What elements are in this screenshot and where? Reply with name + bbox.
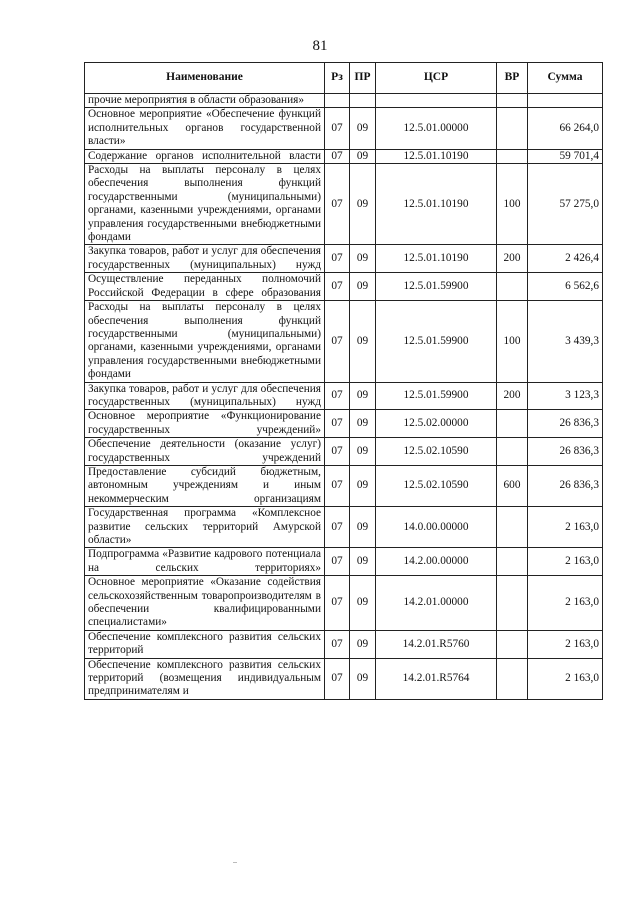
cell-name: Основное мероприятие «Обеспечение функций исполнительных органов государственной власти» bbox=[85, 108, 325, 149]
cell-rz: 07 bbox=[325, 465, 350, 506]
cell-csr: 12.5.02.00000 bbox=[376, 410, 497, 438]
cell-rz: 07 bbox=[325, 548, 350, 576]
cell-name: Обеспечение комплексного развития сельских территорий bbox=[85, 630, 325, 658]
table-row bbox=[85, 301, 603, 382]
cell-rz: 07 bbox=[325, 630, 350, 658]
cell-name: Осуществление переданных полномочий Российской Федерации в сфере образования bbox=[85, 273, 325, 301]
cell-rz: 07 bbox=[325, 245, 350, 273]
cell-sum: 2 163,0 bbox=[528, 630, 603, 658]
cell-sum: 2 163,0 bbox=[528, 576, 603, 631]
cell-vr bbox=[497, 410, 528, 438]
cell-pr: 09 bbox=[350, 149, 376, 163]
cell-rz bbox=[325, 94, 350, 108]
cell-name: Расходы на выплаты персоналу в целях обеспечения выполнения функций государственными (муниципальными) органами, казенными учреждениями, органами управления государственными внебюджетными фондами bbox=[85, 301, 325, 382]
cell-rz: 07 bbox=[325, 301, 350, 382]
table-row bbox=[85, 630, 603, 658]
cell-rz: 07 bbox=[325, 382, 350, 410]
cell-name: Содержание органов исполнительной власти bbox=[85, 149, 325, 163]
table-row bbox=[85, 149, 603, 163]
header-sum: Сумма bbox=[528, 63, 603, 94]
cell-vr bbox=[497, 630, 528, 658]
cell-csr: 14.2.01.R5764 bbox=[376, 658, 497, 699]
cell-pr: 09 bbox=[350, 658, 376, 699]
cell-vr bbox=[497, 273, 528, 301]
page-number: 81 bbox=[312, 38, 328, 54]
table-row bbox=[85, 410, 603, 438]
cell-name: Закупка товаров, работ и услуг для обеспечения государственных (муниципальных) нужд bbox=[85, 382, 325, 410]
table-row bbox=[85, 658, 603, 699]
cell-sum: 26 836,3 bbox=[528, 465, 603, 506]
cell-pr: 09 bbox=[350, 410, 376, 438]
cell-sum: 26 836,3 bbox=[528, 410, 603, 438]
cell-sum: 57 275,0 bbox=[528, 164, 603, 245]
cell-sum: 3 439,3 bbox=[528, 301, 603, 382]
table-body bbox=[85, 94, 603, 700]
header-vr: ВР bbox=[497, 63, 528, 94]
cell-vr bbox=[497, 548, 528, 576]
cell-sum: 59 701,4 bbox=[528, 149, 603, 163]
cell-pr: 09 bbox=[350, 382, 376, 410]
table-row bbox=[85, 465, 603, 506]
cell-csr: 12.5.01.00000 bbox=[376, 108, 497, 149]
cell-csr bbox=[376, 94, 497, 108]
cell-vr: 200 bbox=[497, 382, 528, 410]
budget-table bbox=[84, 62, 603, 700]
cell-csr: 12.5.01.10190 bbox=[376, 245, 497, 273]
cell-csr: 12.5.01.10190 bbox=[376, 149, 497, 163]
cell-rz: 07 bbox=[325, 273, 350, 301]
cell-sum bbox=[528, 94, 603, 108]
cell-pr: 09 bbox=[350, 465, 376, 506]
table-row bbox=[85, 245, 603, 273]
cell-pr: 09 bbox=[350, 164, 376, 245]
cell-vr: 100 bbox=[497, 301, 528, 382]
cell-pr: 09 bbox=[350, 548, 376, 576]
cell-vr bbox=[497, 149, 528, 163]
cell-rz: 07 bbox=[325, 410, 350, 438]
cell-sum: 26 836,3 bbox=[528, 438, 603, 466]
cell-vr bbox=[497, 507, 528, 548]
cell-rz: 07 bbox=[325, 149, 350, 163]
cell-sum: 66 264,0 bbox=[528, 108, 603, 149]
table-row bbox=[85, 273, 603, 301]
footer-mark bbox=[233, 862, 237, 863]
table-row bbox=[85, 94, 603, 108]
cell-csr: 12.5.01.59900 bbox=[376, 301, 497, 382]
cell-sum: 2 163,0 bbox=[528, 548, 603, 576]
header-rz: Рз bbox=[325, 63, 350, 94]
cell-rz: 07 bbox=[325, 576, 350, 631]
cell-rz: 07 bbox=[325, 507, 350, 548]
cell-vr: 200 bbox=[497, 245, 528, 273]
cell-csr: 12.5.01.10190 bbox=[376, 164, 497, 245]
cell-pr bbox=[350, 94, 376, 108]
cell-rz: 07 bbox=[325, 164, 350, 245]
cell-sum: 2 426,4 bbox=[528, 245, 603, 273]
cell-name: прочие мероприятия в области образования» bbox=[85, 94, 325, 108]
cell-sum: 2 163,0 bbox=[528, 658, 603, 699]
cell-csr: 12.5.02.10590 bbox=[376, 438, 497, 466]
table-row bbox=[85, 548, 603, 576]
cell-name: Закупка товаров, работ и услуг для обеспечения государственных (муниципальных) нужд bbox=[85, 245, 325, 273]
cell-csr: 14.2.01.00000 bbox=[376, 576, 497, 631]
cell-name: Подпрограмма «Развитие кадрового потенциала на сельских территориях» bbox=[85, 548, 325, 576]
cell-csr: 12.5.01.59900 bbox=[376, 273, 497, 301]
cell-name: Государственная программа «Комплексное развитие сельских территорий Амурской области» bbox=[85, 507, 325, 548]
cell-csr: 12.5.01.59900 bbox=[376, 382, 497, 410]
cell-pr: 09 bbox=[350, 301, 376, 382]
cell-pr: 09 bbox=[350, 108, 376, 149]
table-row bbox=[85, 164, 603, 245]
cell-pr: 09 bbox=[350, 630, 376, 658]
cell-name: Основное мероприятие «Функционирование государственных учреждений» bbox=[85, 410, 325, 438]
cell-name: Предоставление субсидий бюджетным, автономным учреждениям и иным некоммерческим организациям bbox=[85, 465, 325, 506]
cell-sum: 3 123,3 bbox=[528, 382, 603, 410]
cell-name: Обеспечение комплексного развития сельских территорий (возмещения индивидуальным предпринимателям и bbox=[85, 658, 325, 699]
table-row bbox=[85, 108, 603, 149]
table-row bbox=[85, 507, 603, 548]
cell-rz: 07 bbox=[325, 438, 350, 466]
cell-pr: 09 bbox=[350, 438, 376, 466]
header-csr: ЦСР bbox=[376, 63, 497, 94]
cell-name: Обеспечение деятельности (оказание услуг) государственных учреждений bbox=[85, 438, 325, 466]
table-row bbox=[85, 438, 603, 466]
cell-csr: 12.5.02.10590 bbox=[376, 465, 497, 506]
header-name: Наименование bbox=[85, 63, 325, 94]
cell-vr: 100 bbox=[497, 164, 528, 245]
cell-pr: 09 bbox=[350, 245, 376, 273]
table-row bbox=[85, 576, 603, 631]
cell-vr bbox=[497, 94, 528, 108]
cell-vr bbox=[497, 438, 528, 466]
cell-vr bbox=[497, 108, 528, 149]
cell-pr: 09 bbox=[350, 576, 376, 631]
cell-name: Расходы на выплаты персоналу в целях обеспечения выполнения функций государственными (муниципальными) органами, казенными учреждениями, органами управления государственными внебюджетными фондами bbox=[85, 164, 325, 245]
cell-rz: 07 bbox=[325, 108, 350, 149]
header-pr: ПР bbox=[350, 63, 376, 94]
table-header-row bbox=[85, 63, 603, 94]
cell-csr: 14.2.01.R5760 bbox=[376, 630, 497, 658]
cell-pr: 09 bbox=[350, 273, 376, 301]
cell-csr: 14.2.00.00000 bbox=[376, 548, 497, 576]
cell-vr bbox=[497, 658, 528, 699]
cell-rz: 07 bbox=[325, 658, 350, 699]
table-row bbox=[85, 382, 603, 410]
cell-vr: 600 bbox=[497, 465, 528, 506]
cell-sum: 6 562,6 bbox=[528, 273, 603, 301]
cell-csr: 14.0.00.00000 bbox=[376, 507, 497, 548]
cell-vr bbox=[497, 576, 528, 631]
cell-name: Основное мероприятие «Оказание содействия сельскохозяйственным товаропроизводителям в обеспечении квалифицированными специалистами» bbox=[85, 576, 325, 631]
cell-pr: 09 bbox=[350, 507, 376, 548]
cell-sum: 2 163,0 bbox=[528, 507, 603, 548]
